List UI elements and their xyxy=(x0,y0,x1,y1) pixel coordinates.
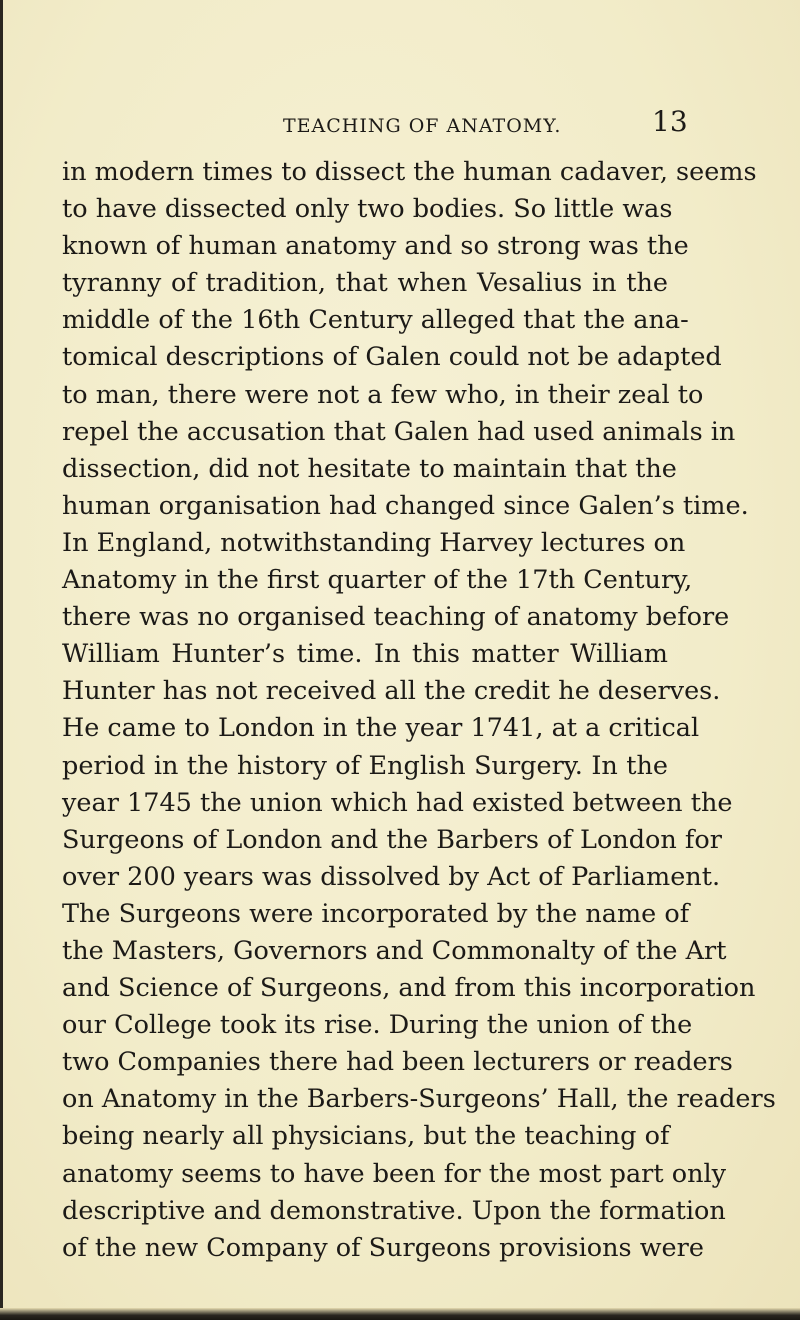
running-head xyxy=(0,105,800,142)
text-line: two Companies there had been lecturers or readers xyxy=(62,1047,733,1078)
running-title: TEACHING OF ANATOMY. xyxy=(283,115,562,137)
text-line: Surgeons of London and the Barbers of London for xyxy=(62,824,722,855)
text-line: and Science of Surgeons, and from this incorporation xyxy=(62,973,756,1004)
body-text xyxy=(62,154,776,1267)
text-line: descriptive and demonstrative. Upon the formation xyxy=(62,1195,726,1226)
text-line: repel the accusation that Galen had used animals in xyxy=(62,416,736,447)
text-line: our College took its rise. During the union of the xyxy=(62,1010,693,1041)
page-bottom-edge xyxy=(0,1308,800,1320)
text-line: period in the history of English Surgery. In the xyxy=(62,750,668,781)
text-line: to have dissected only two bodies. So little was xyxy=(62,194,673,225)
text-line: tomical descriptions of Galen could not be adapted xyxy=(62,342,722,373)
text-line: tyranny of tradition, that when Vesalius in the xyxy=(62,268,668,299)
page-number: 13 xyxy=(652,105,688,138)
text-line: being nearly all physicians, but the teaching of xyxy=(62,1121,670,1152)
text-line: In England, notwithstanding Harvey lectures on xyxy=(62,527,686,558)
text-line: Hunter has not received all the credit he deserves. xyxy=(62,676,721,707)
text-line: known of human anatomy and so strong was the xyxy=(62,231,689,262)
page-edge-shadow xyxy=(0,0,3,1320)
text-line: to man, there were not a few who, in their zeal to xyxy=(62,379,704,410)
text-line: on Anatomy in the Barbers-Surgeons’ Hall, the readers xyxy=(62,1084,776,1115)
text-line: the Masters, Governors and Commonalty of the Art xyxy=(62,935,727,966)
text-line: He came to London in the year 1741, at a critical xyxy=(62,713,700,744)
text-line: year 1745 the union which had existed between the xyxy=(62,787,733,818)
text-line: dissection, did not hesitate to maintain that the xyxy=(62,453,677,484)
text-line: middle of the 16th Century alleged that the ana- xyxy=(62,305,689,336)
text-line: of the new Company of Surgeons provisions were xyxy=(62,1232,704,1263)
text-line: human organisation had changed since Galen’s time. xyxy=(62,490,749,521)
text-line: William Hunter’s time. In this matter William xyxy=(62,639,668,670)
text-line: The Surgeons were incorporated by the name of xyxy=(62,898,690,929)
text-line: there was no organised teaching of anatomy before xyxy=(62,602,730,633)
text-line: in modern times to dissect the human cadaver, seems xyxy=(62,157,757,187)
text-line: over 200 years was dissolved by Act of Parliament. xyxy=(62,861,721,892)
text-line: Anatomy in the first quarter of the 17th Century, xyxy=(62,565,693,596)
text-line: anatomy seems to have been for the most part only xyxy=(62,1158,727,1189)
